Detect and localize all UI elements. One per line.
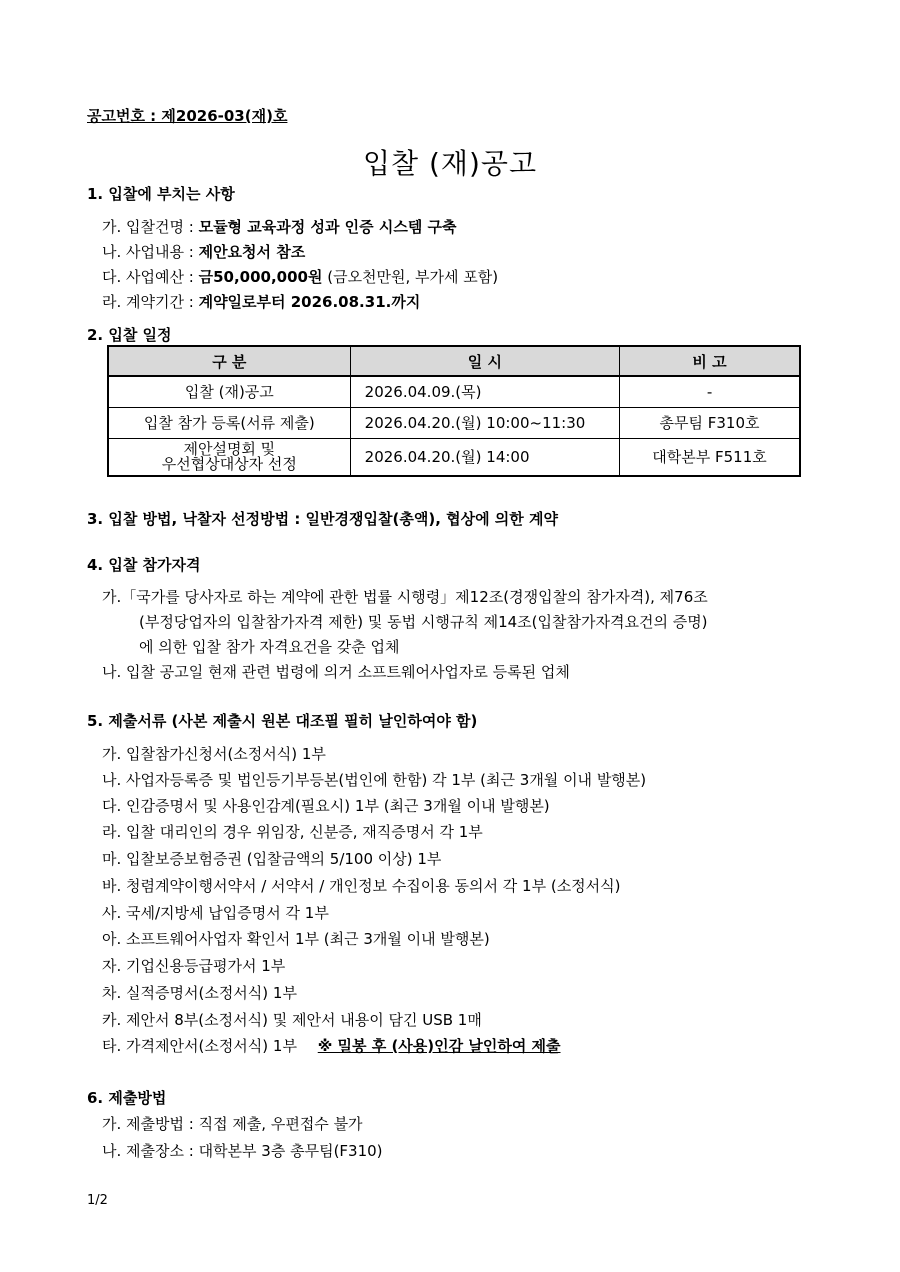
s1-item-value: 제안요청서 참조 xyxy=(198,243,306,261)
table-header-row xyxy=(108,346,800,376)
table-header: 구 분 xyxy=(108,346,350,376)
s1-item-value: 금50,000,000원 xyxy=(198,268,323,286)
s5-item-emphasis: ※ 밀봉 후 (사용)인감 날인하여 제출 xyxy=(317,1037,561,1055)
s1-item-label: 라. 계약기간 : xyxy=(102,293,199,311)
table-cell-note: 총무팀 F310호 xyxy=(620,407,800,438)
schedule-table xyxy=(107,345,801,477)
s1-item-period xyxy=(102,291,420,312)
s5-item: 다. 인감증명서 및 사용인감계(필요시) 1부 (최근 3개월 이내 발행본) xyxy=(102,797,550,815)
table-header: 비 고 xyxy=(620,346,800,376)
s1-item-content xyxy=(102,241,305,262)
table-cell-note: 대학본부 F511호 xyxy=(620,438,800,476)
table-cell-line: 제안설명회 및 xyxy=(183,439,276,458)
table-cell-category: 입찰 (재)공고 xyxy=(108,376,350,407)
section-5-heading: 5. 제출서류 (사본 제출시 원본 대조필 필히 날인하여야 함) xyxy=(87,712,478,730)
page-number: 1/2 xyxy=(87,1193,108,1208)
s6-item: 가. 제출방법 : 직접 제출, 우편접수 불가 xyxy=(102,1115,363,1133)
s6-item: 나. 제출장소 : 대학본부 3층 총무팀(F310) xyxy=(102,1142,383,1160)
table-row xyxy=(108,376,800,407)
s5-item: 사. 국세/지방세 납입증명서 각 1부 xyxy=(102,904,329,922)
s5-item: 가. 입찰참가신청서(소정서식) 1부 xyxy=(102,745,326,763)
table-cell-datetime: 2026.04.09.(목) xyxy=(350,376,619,407)
s1-item-value: 모듈형 교육과정 성과 인증 시스템 구축 xyxy=(198,218,457,236)
table-row xyxy=(108,407,800,438)
notice-number: 공고번호 : 제2026-03(재)호 xyxy=(87,107,288,125)
s5-item: 라. 입찰 대리인의 경우 위임장, 신분증, 재직증명서 각 1부 xyxy=(102,823,483,841)
s5-item: 바. 청렴계약이행서약서 / 서약서 / 개인정보 수집이용 동의서 각 1부 (소정서식) xyxy=(102,877,621,895)
table-cell-datetime: 2026.04.20.(월) 14:00 xyxy=(350,438,619,476)
s1-item-title xyxy=(102,216,457,237)
s5-item-text: 타. 가격제안서(소정서식) 1부 xyxy=(102,1037,297,1055)
table-header: 일 시 xyxy=(350,346,619,376)
s5-item: 자. 기업신용등급평가서 1부 xyxy=(102,957,286,975)
table-cell-note: - xyxy=(620,376,800,407)
section-4-heading: 4. 입찰 참가자격 xyxy=(87,556,201,574)
table-cell-category: 입찰 참가 등록(서류 제출) xyxy=(108,407,350,438)
s5-item: 나. 사업자등록증 및 법인등기부등본(법인에 한함) 각 1부 (최근 3개월 이내 발행본) xyxy=(102,771,647,789)
s4-line: 나. 입찰 공고일 현재 관련 법령에 의거 소프트웨어사업자로 등록된 업체 xyxy=(102,663,570,681)
table-cell-datetime: 2026.04.20.(월) 10:00~11:30 xyxy=(350,407,619,438)
s5-item-last xyxy=(102,1035,561,1056)
s5-item: 차. 실적증명서(소정서식) 1부 xyxy=(102,984,297,1002)
s5-item: 마. 입찰보증보험증권 (입찰금액의 5/100 이상) 1부 xyxy=(102,850,442,868)
section-1-heading: 1. 입찰에 부치는 사항 xyxy=(87,185,235,203)
section-3-heading: 3. 입찰 방법, 낙찰자 선정방법 : 일반경쟁입찰(총액), 협상에 의한 계약 xyxy=(87,510,558,528)
s4-line: 에 의한 입찰 참가 자격요건을 갖춘 업체 xyxy=(139,638,400,656)
s1-item-value: 계약일로부터 2026.08.31.까지 xyxy=(198,293,421,311)
s1-item-extra: (금오천만원, 부가세 포함) xyxy=(322,268,499,286)
s1-item-label: 나. 사업내용 : xyxy=(102,243,199,261)
s1-item-label: 다. 사업예산 : xyxy=(102,268,199,286)
s4-line: 가.「국가를 당사자로 하는 계약에 관한 법률 시행령」제12조(경쟁입찰의 참가자격), 제76조 xyxy=(102,588,708,606)
section-2-heading: 2. 입찰 일정 xyxy=(87,326,172,344)
s5-item: 카. 제안서 8부(소정서식) 및 제안서 내용이 담긴 USB 1매 xyxy=(102,1011,482,1029)
document-title: 입찰 (재)공고 xyxy=(363,147,537,180)
s1-item-label: 가. 입찰건명 : xyxy=(102,218,199,236)
s4-line: (부정당업자의 입찰참가자격 제한) 및 동법 시행규칙 제14조(입찰참가자격요건의 증명) xyxy=(139,613,708,631)
s5-item: 아. 소프트웨어사업자 확인서 1부 (최근 3개월 이내 발행본) xyxy=(102,930,490,948)
section-6-heading: 6. 제출방법 xyxy=(87,1089,167,1107)
table-row xyxy=(108,438,800,476)
s1-item-budget xyxy=(102,266,498,287)
table-cell-category xyxy=(108,438,350,476)
table-cell-line: 우선협상대상자 선정 xyxy=(161,454,297,473)
